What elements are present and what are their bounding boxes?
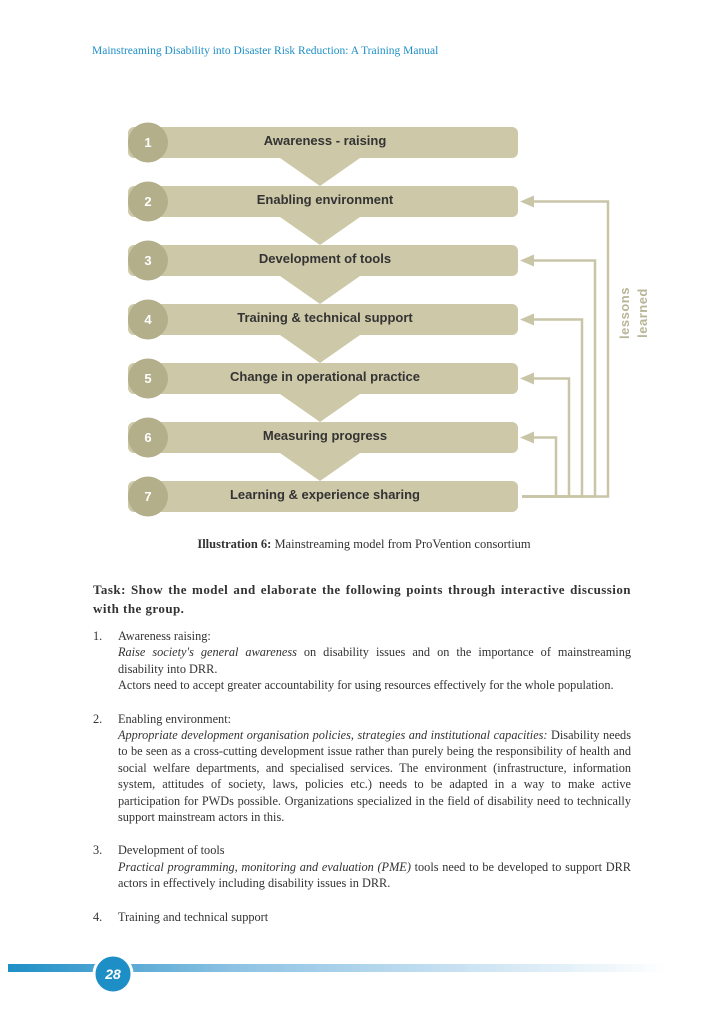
feedback-arrowhead [520, 314, 534, 326]
step-label: Training & technical support [237, 310, 413, 325]
feedback-line [522, 320, 582, 497]
caption-prefix: Illustration 6: [197, 537, 272, 551]
item-number: 1. [93, 629, 103, 643]
step-label: Learning & experience sharing [229, 487, 420, 502]
item-body [118, 727, 631, 825]
step-number: 7 [144, 489, 152, 504]
caption-text: Mainstreaming model from ProVention consortium [271, 537, 531, 551]
step-number: 4 [144, 312, 152, 327]
item-title: Development of tools [118, 843, 225, 858]
item-title: Enabling environment: [118, 711, 232, 726]
item-emphasis: Practical programming, monitoring and evaluation (PME) [118, 859, 411, 874]
item-title: Awareness raising: [118, 629, 211, 643]
task-instruction: Task: Show the model and elaborate the following points through interactive discussion with the group. [93, 582, 631, 616]
feedback-arrowhead [520, 196, 534, 208]
step-label: Enabling environment [256, 192, 394, 207]
step-label: Measuring progress [262, 428, 388, 443]
item-number: 2. [93, 711, 103, 726]
list-item [93, 711, 631, 826]
item-number: 4. [93, 909, 103, 924]
item-extra: Actors need to accept greater accountability for using resources effectively for the whole population. [118, 678, 614, 693]
item-emphasis: Raise society's general awareness [118, 645, 297, 660]
figure-caption [0, 537, 728, 552]
running-header: Mainstreaming Disability into Disaster Risk Reduction: A Training Manual [92, 45, 439, 57]
feedback-arrowhead [520, 373, 534, 385]
points-list [93, 628, 631, 942]
item-number: 3. [93, 843, 103, 858]
step-number: 2 [144, 194, 152, 209]
step-number: 5 [144, 371, 152, 386]
page-number: 28 [105, 966, 121, 982]
step-label: Awareness - raising [263, 133, 387, 148]
item-title: Training and technical support [118, 909, 269, 924]
list-item [93, 909, 631, 925]
feedback-line [522, 438, 556, 497]
feedback-arrowhead [520, 255, 534, 267]
step-label: Development of tools [258, 251, 392, 266]
step-number: 3 [144, 253, 152, 268]
list-item [93, 628, 631, 694]
step-label: Change in operational practice [230, 369, 420, 384]
item-body [118, 859, 631, 892]
item-body [118, 644, 631, 677]
step-number: 1 [144, 135, 152, 150]
list-item [93, 842, 631, 891]
item-text: tools need to be developed to support DRR actors in effectively including disability issues in DRR. [118, 859, 631, 891]
feedback-arrowhead [520, 432, 534, 444]
step-number: 6 [144, 430, 152, 445]
item-text: Disability needs to be seen as a cross-cutting development issue rather than purely being the responsibility of health and social welfare departments, and specialised services. The environment (infrastructure, information system, attitudes of society, laws, policies etc.) needs to be adapted in a way to make active participation for PWDs possible. Organizations specialized in the field of disability need to technically support mainstream actors in this. [118, 728, 631, 825]
lessons-learned-label: lessons learned [617, 287, 650, 339]
item-text: on disability issues and on the importance of mainstreaming disability into DRR. [118, 645, 631, 676]
item-emphasis: Appropriate development organisation policies, strategies and institutional capacities: [118, 728, 548, 743]
